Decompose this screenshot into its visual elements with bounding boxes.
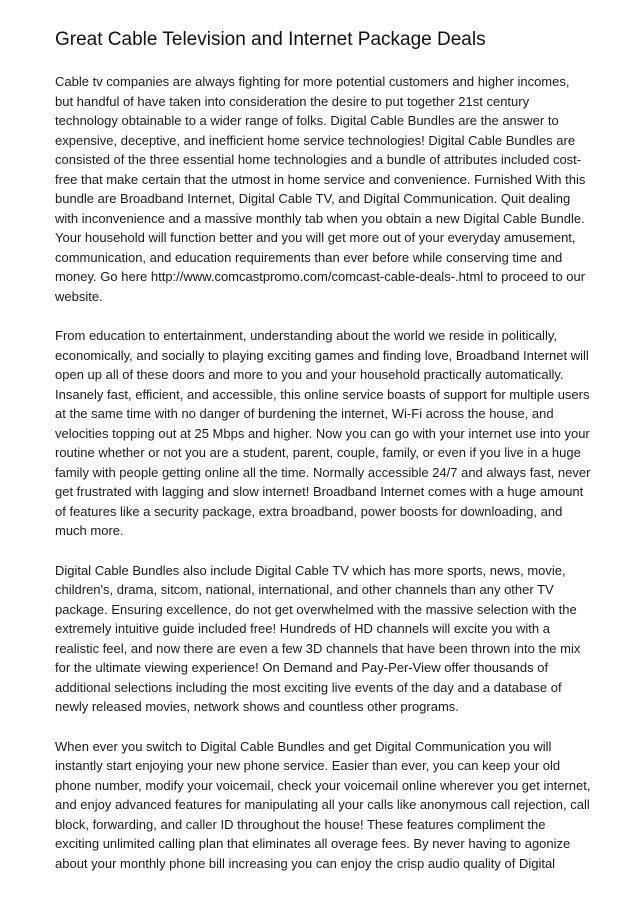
document-body xyxy=(55,72,591,893)
paragraph-broadband-internet: From education to entertainment, understanding about the world we reside in politically, economically, and socially to playing exciting games and finding love, Broadband Internet will open up all of these doors and more to you and your household practically automatically. Insanely fast, efficient, and accessible, this online service boasts of support for multiple users at the same time with no danger of burdening the internet, Wi-Fi across the house, and velocities topping out at 25 Mbps and higher. Now you can go with your internet use into your routine whether or not you are a student, parent, couple, family, or even if you live in a huge family with people getting online all the time. Normally accessible 24/7 and always fast, never get frustrated with lagging and slow internet! Broadband Internet comes with a huge amount of features like a security package, extra broadband, power boosts for downloading, and much more. xyxy=(55,328,591,538)
paragraph-digital-communication: When ever you switch to Digital Cable Bundles and get Digital Communication you will instantly start enjoying your new phone service. Easier than ever, you can keep your old phone number, modify your voicemail, check your voicemail online wherever you get internet, and enjoy advanced features for manipulating all your calls like anonymous call rejection, call block, forwarding, and caller ID throughout the house! These features compliment the exciting unlimited calling plan that eliminates all overage fees. By never having to agonize about your monthly phone bill increasing you can enjoy the crisp audio quality of Digital xyxy=(55,738,591,871)
paragraph-intro: Cable tv companies are always fighting for more potential customers and higher incomes, but handful of have taken into consideration the desire to put together 21st century technology obtainable to a wider range of folks. Digital Cable Bundles are the answer to expensive, deceptive, and inefficient home service technologies! Digital Cable Bundles are consisted of the three essential home technologies and a bundle of attributes included cost-free that make certain that the utmost in home service and convenience. Furnished With this bundle are Broadband Internet, Digital Cable TV, and Digital Communication. Quit dealing with inconvenience and a massive monthly tab when you obtain a new Digital Cable Bundle. Your household will function better and you will get more out of your everyday amusement, communication, and education requirements than ever before while conserving time and money. Go here http://www.comcastpromo.com/comcast-cable-deals-.html to proceed to our website. xyxy=(55,74,586,304)
paragraph-digital-cable-tv: Digital Cable Bundles also include Digital Cable TV which has more sports, news, movie, children's, drama, sitcom, national, international, and other channels than any other TV package. Ensuring excellence, do not get overwhelmed with the massive selection with the extremely intuitive guide included free! Hundreds of HD channels will excite you with a realistic feel, and now there are even a few 3D channels that have been thrown into the mix for the ultimate viewing experience! On Demand and Pay-Per-View offer thousands of additional selections including the most exciting live events of the day and a database of newly released movies, network shows and countless other programs. xyxy=(55,562,581,714)
page-title: Great Cable Television and Internet Package Deals xyxy=(55,29,486,50)
